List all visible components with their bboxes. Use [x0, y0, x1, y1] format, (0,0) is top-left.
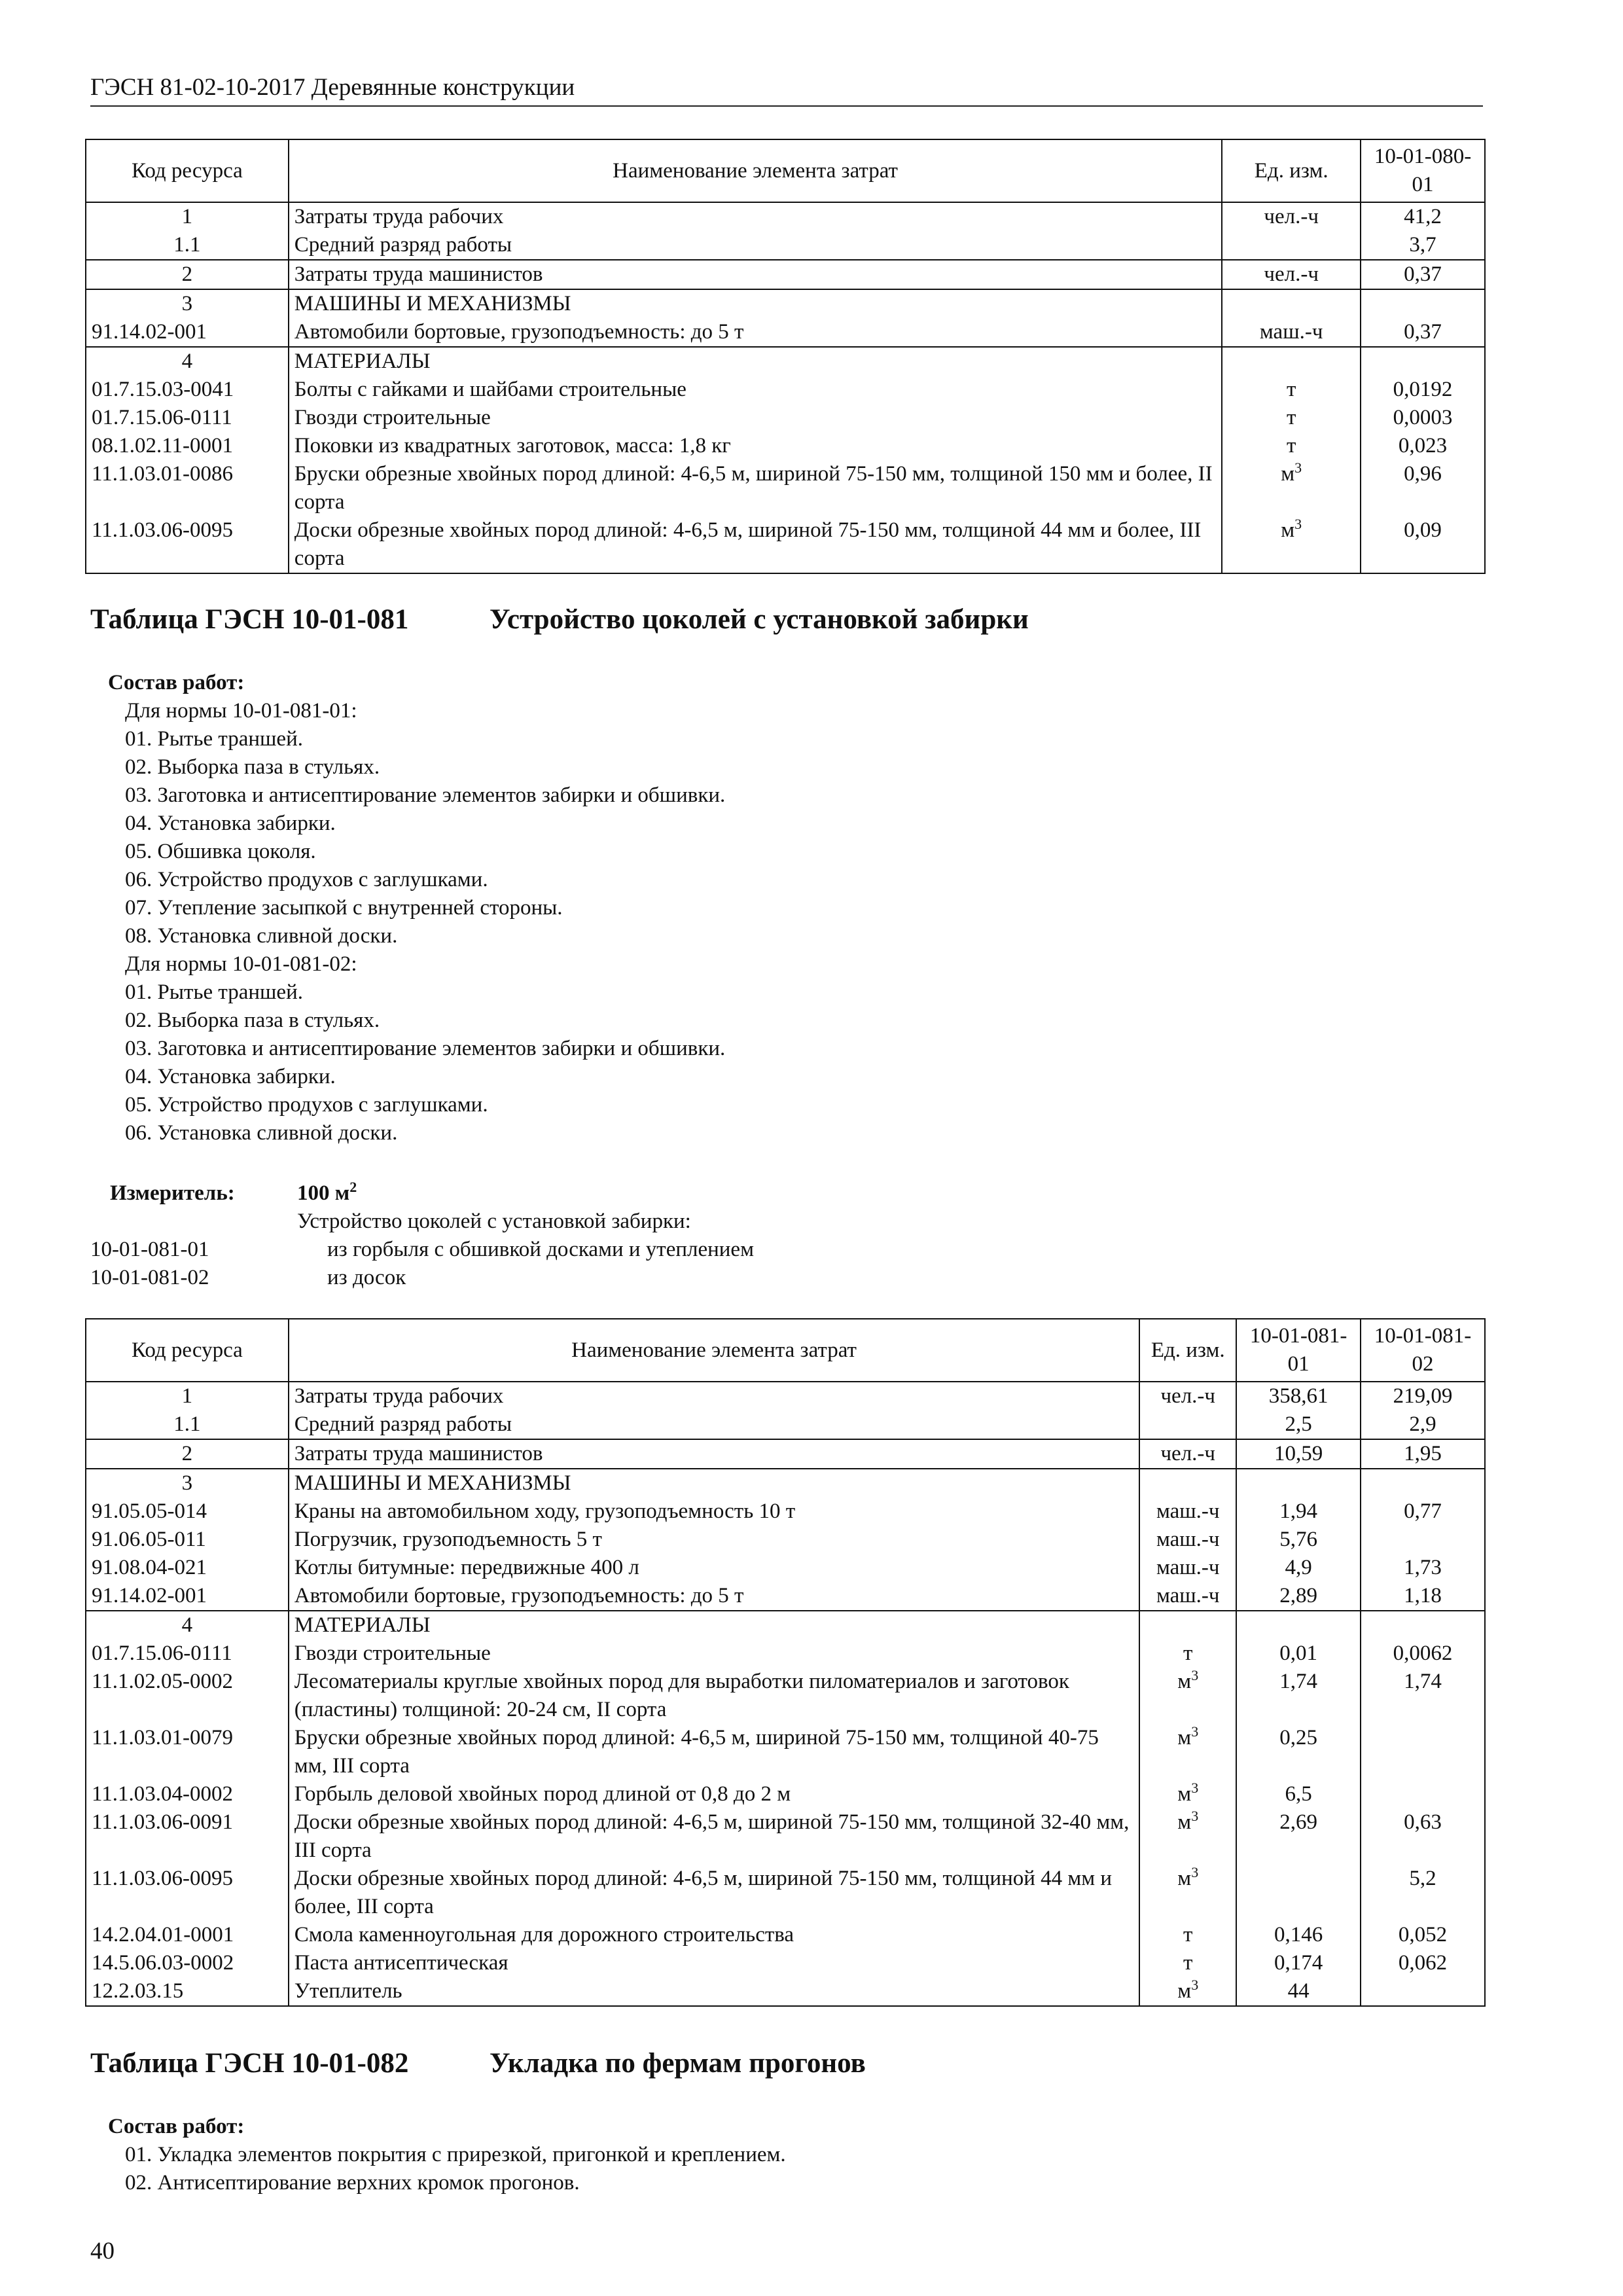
work-item: Для нормы 10-01-081-02: — [125, 952, 357, 976]
resource-unit: чел.-ч — [1222, 202, 1361, 231]
resource-unit — [1222, 289, 1361, 318]
resource-name: МАТЕРИАЛЫ — [289, 347, 1222, 376]
meter-label: Измеритель: — [110, 1181, 235, 1205]
resource-name: Смола каменноугольная для дорожного строительства — [289, 1921, 1140, 1949]
resource-name: Паста антисептическая — [289, 1949, 1140, 1977]
work-item: 02. Антисептирование верхних кромок прогонов. — [125, 2171, 580, 2195]
norm-value-2 — [1361, 1469, 1485, 1498]
resource-code: 1.1 — [86, 231, 289, 260]
table-header-row — [86, 1319, 1485, 1382]
norm-value-2: 2,9 — [1361, 1410, 1485, 1439]
page-number: 40 — [90, 2238, 115, 2265]
resource-unit: чел.-ч — [1222, 260, 1361, 289]
resource-code: 1 — [86, 202, 289, 231]
table-row — [86, 1611, 1485, 1640]
resource-code: 11.1.03.04-0002 — [86, 1780, 289, 1808]
col-header-norm-1: 10-01-081-01 — [1236, 1319, 1361, 1382]
norm-code: 10-01-081-01 — [90, 1238, 209, 1261]
resource-unit: $м^3$ — [1139, 1668, 1236, 1724]
resource-unit: $м^3$ — [1139, 1780, 1236, 1808]
table-title: Укладка по фермам прогонов — [490, 2048, 866, 2079]
resource-unit — [1139, 1410, 1236, 1439]
resource-name: Затраты труда рабочих — [289, 1382, 1140, 1410]
meter-description: Устройство цоколей с установкой забирки: — [297, 1210, 691, 1233]
work-item: 03. Заготовка и антисептирование элементов забирки и обшивки. — [125, 1037, 726, 1060]
resource-name: Автомобили бортовые, грузоподъемность: до 5 т — [289, 318, 1222, 347]
norm-value-2: 1,95 — [1361, 1439, 1485, 1469]
norm-value-2: 0,052 — [1361, 1921, 1485, 1949]
work-item: 08. Установка сливной доски. — [125, 924, 398, 948]
resource-code: 3 — [86, 289, 289, 318]
norm-value-1: 0,37 — [1361, 260, 1485, 289]
norm-value-2 — [1361, 1977, 1485, 2006]
table-row — [86, 1382, 1485, 1410]
col-header-unit: Ед. изм. — [1139, 1319, 1236, 1382]
resource-unit: $м^3$ — [1222, 460, 1361, 516]
norm-value-2: 219,09 — [1361, 1382, 1485, 1410]
work-item: 06. Установка сливной доски. — [125, 1121, 398, 1145]
resource-table-081 — [85, 1318, 1486, 2007]
resource-code: 14.2.04.01-0001 — [86, 1921, 289, 1949]
resource-code: 01.7.15.06-0111 — [86, 404, 289, 432]
resource-code: 14.5.06.03-0002 — [86, 1949, 289, 1977]
resource-code: 91.06.05-011 — [86, 1526, 289, 1554]
resource-name: МАТЕРИАЛЫ — [289, 1611, 1140, 1640]
resource-unit: $м^3$ — [1139, 1724, 1236, 1780]
resource-unit — [1222, 231, 1361, 260]
norm-value-2 — [1361, 1526, 1485, 1554]
resource-code: 91.05.05-014 — [86, 1498, 289, 1526]
norm-value-1: 0,25 — [1236, 1724, 1361, 1780]
table-row — [86, 318, 1485, 347]
norm-value-1: 0,023 — [1361, 432, 1485, 460]
table-row — [86, 260, 1485, 289]
resource-unit — [1139, 1469, 1236, 1498]
norm-value-1: 0,174 — [1236, 1949, 1361, 1977]
resource-name: Средний разряд работы — [289, 231, 1222, 260]
table-header-row — [86, 139, 1485, 202]
norm-value-1: 44 — [1236, 1977, 1361, 2006]
resource-name: Затраты труда машинистов — [289, 1439, 1140, 1469]
work-label: Состав работ: — [108, 671, 245, 694]
work-composition-081 — [108, 669, 725, 1147]
resource-name: Лесоматериалы круглые хвойных пород для выработки пиломатериалов и заготовок (пластины) толщиной: 20-24 см, II сорта — [289, 1668, 1140, 1724]
resource-code: 11.1.03.06-0091 — [86, 1808, 289, 1865]
norm-row — [90, 1264, 754, 1292]
work-item: 02. Выборка паза в стульях. — [125, 755, 380, 779]
table-row — [86, 202, 1485, 231]
resource-code: 11.1.03.01-0079 — [86, 1724, 289, 1780]
table-row — [86, 460, 1485, 516]
norm-value-1: 2,5 — [1236, 1410, 1361, 1439]
resource-name: МАШИНЫ И МЕХАНИЗМЫ — [289, 289, 1222, 318]
table-code: Таблица ГЭСН 10-01-081 — [90, 604, 409, 635]
resource-name: Автомобили бортовые, грузоподъемность: до 5 т — [289, 1582, 1140, 1611]
norm-value-1: 41,2 — [1361, 202, 1485, 231]
resource-name: Утеплитель — [289, 1977, 1140, 2006]
resource-unit: маш.-ч — [1139, 1554, 1236, 1582]
work-label: Состав работ: — [108, 2115, 245, 2138]
resource-code: 11.1.03.06-0095 — [86, 516, 289, 573]
resource-name: Средний разряд работы — [289, 1410, 1140, 1439]
work-item: 04. Установка забирки. — [125, 1065, 336, 1088]
work-item: 06. Устройство продухов с заглушками. — [125, 868, 488, 891]
norm-row — [90, 1236, 754, 1264]
norm-value-2: 1,74 — [1361, 1668, 1485, 1724]
resource-code: 11.1.03.06-0095 — [86, 1865, 289, 1921]
resource-name: Горбыль деловой хвойных пород длиной от 0,8 до 2 м — [289, 1780, 1140, 1808]
norm-desc: из досок — [327, 1266, 406, 1289]
table-row — [86, 1582, 1485, 1611]
norm-value-1: 0,37 — [1361, 318, 1485, 347]
resource-code: 01.7.15.03-0041 — [86, 376, 289, 404]
table-row — [86, 1949, 1485, 1977]
resource-name: Затраты труда машинистов — [289, 260, 1222, 289]
section-title-081 — [90, 603, 1029, 636]
norm-value-1: 10,59 — [1236, 1439, 1361, 1469]
resource-unit: т — [1139, 1640, 1236, 1668]
table-code: Таблица ГЭСН 10-01-082 — [90, 2048, 409, 2079]
table-row — [86, 1724, 1485, 1780]
norm-value-2 — [1361, 1780, 1485, 1808]
norm-value-1: 3,7 — [1361, 231, 1485, 260]
col-header-norm-2: 10-01-081-02 — [1361, 1319, 1485, 1382]
resource-code: 01.7.15.06-0111 — [86, 1640, 289, 1668]
norm-value-2: 1,73 — [1361, 1554, 1485, 1582]
table-row — [86, 1554, 1485, 1582]
norm-value-1: 4,9 — [1236, 1554, 1361, 1582]
norm-value-1: 6,5 — [1236, 1780, 1361, 1808]
resource-code: 91.14.02-001 — [86, 1582, 289, 1611]
work-item: 01. Рытье траншей. — [125, 727, 303, 751]
norm-value-1: 5,76 — [1236, 1526, 1361, 1554]
resource-code: 4 — [86, 1611, 289, 1640]
work-item: 04. Установка забирки. — [125, 812, 336, 835]
resource-code: 1.1 — [86, 1410, 289, 1439]
norm-value-1: 0,0003 — [1361, 404, 1485, 432]
col-header-code: Код ресурса — [86, 1319, 289, 1382]
norm-value-1: 0,01 — [1236, 1640, 1361, 1668]
table-row — [86, 1780, 1485, 1808]
resource-name: Погрузчик, грузоподъемность 5 т — [289, 1526, 1140, 1554]
resource-unit: т — [1222, 376, 1361, 404]
table-row — [86, 1808, 1485, 1865]
resource-table-080 — [85, 139, 1486, 574]
norm-value-2: 0,062 — [1361, 1949, 1485, 1977]
resource-code: 11.1.02.05-0002 — [86, 1668, 289, 1724]
running-header: ГЭСН 81-02-10-2017 Деревянные конструкции — [90, 73, 1483, 107]
norm-value-2: 5,2 — [1361, 1865, 1485, 1921]
resource-name: Поковки из квадратных заготовок, масса: 1,8 кг — [289, 432, 1222, 460]
norm-value-1: 2,69 — [1236, 1808, 1361, 1865]
resource-code: 11.1.03.01-0086 — [86, 460, 289, 516]
resource-unit: маш.-ч — [1139, 1498, 1236, 1526]
work-item: 01. Рытье траншей. — [125, 980, 303, 1004]
resource-name: МАШИНЫ И МЕХАНИЗМЫ — [289, 1469, 1140, 1498]
norm-value-1: 2,89 — [1236, 1582, 1361, 1611]
table-row — [86, 1977, 1485, 2006]
resource-name: Краны на автомобильном ходу, грузоподъемность 10 т — [289, 1498, 1140, 1526]
resource-unit: чел.-ч — [1139, 1382, 1236, 1410]
table-row — [86, 1498, 1485, 1526]
work-item: 01. Укладка элементов покрытия с прирезкой, пригонкой и креплением. — [125, 2143, 786, 2166]
work-item: 05. Устройство продухов с заглушками. — [125, 1093, 488, 1117]
col-header-code: Код ресурса — [86, 139, 289, 202]
resource-unit: маш.-ч — [1139, 1526, 1236, 1554]
table-row — [86, 1439, 1485, 1469]
table-row — [86, 1410, 1485, 1439]
table-row — [86, 376, 1485, 404]
resource-code: 91.08.04-021 — [86, 1554, 289, 1582]
resource-name: Котлы битумные: передвижные 400 л — [289, 1554, 1140, 1582]
resource-unit: маш.-ч — [1139, 1582, 1236, 1611]
resource-code: 1 — [86, 1382, 289, 1410]
norm-value-1 — [1361, 347, 1485, 376]
work-item: 02. Выборка паза в стульях. — [125, 1009, 380, 1032]
norm-value-1: 0,09 — [1361, 516, 1485, 573]
col-header-unit: Ед. изм. — [1222, 139, 1361, 202]
resource-name: Доски обрезные хвойных пород длиной: 4-6,5 м, шириной 75-150 мм, толщиной 44 мм и более, III сорта — [289, 1865, 1140, 1921]
resource-unit: чел.-ч — [1139, 1439, 1236, 1469]
norm-value-1: 1,74 — [1236, 1668, 1361, 1724]
resource-code: 2 — [86, 1439, 289, 1469]
resource-code: 4 — [86, 347, 289, 376]
norm-value-1: 0,96 — [1361, 460, 1485, 516]
resource-unit: маш.-ч — [1222, 318, 1361, 347]
resource-name: Гвозди строительные — [289, 404, 1222, 432]
norm-value-2: 0,0062 — [1361, 1640, 1485, 1668]
resource-name: Гвозди строительные — [289, 1640, 1140, 1668]
col-header-norm-1: 10-01-080-01 — [1361, 139, 1485, 202]
resource-code: 08.1.02.11-0001 — [86, 432, 289, 460]
norm-value-1 — [1236, 1611, 1361, 1640]
norm-value-1: 1,94 — [1236, 1498, 1361, 1526]
resource-name: Бруски обрезные хвойных пород длиной: 4-6,5 м, шириной 75-150 мм, толщиной 40-75 мм, III сорта — [289, 1724, 1140, 1780]
norm-code: 10-01-081-02 — [90, 1266, 209, 1289]
resource-name: Бруски обрезные хвойных пород длиной: 4-6,5 м, шириной 75-150 мм, толщиной 150 мм и более, II сорта — [289, 460, 1222, 516]
table-row — [86, 1921, 1485, 1949]
resource-name: Доски обрезные хвойных пород длиной: 4-6,5 м, шириной 75-150 мм, толщиной 44 мм и более, III сорта — [289, 516, 1222, 573]
norm-value-2: 0,77 — [1361, 1498, 1485, 1526]
resource-unit: т — [1222, 404, 1361, 432]
work-item: 05. Обшивка цоколя. — [125, 840, 316, 863]
resource-unit — [1139, 1611, 1236, 1640]
resource-name: Затраты труда рабочих — [289, 202, 1222, 231]
norm-value-2 — [1361, 1724, 1485, 1780]
resource-name: Болты с гайками и шайбами строительные — [289, 376, 1222, 404]
norm-value-2: 0,63 — [1361, 1808, 1485, 1865]
work-item: 03. Заготовка и антисептирование элементов забирки и обшивки. — [125, 783, 726, 807]
table-row — [86, 516, 1485, 573]
table-row — [86, 1469, 1485, 1498]
meter-value: 100 $м^2$ — [297, 1179, 357, 1205]
resource-code: 3 — [86, 1469, 289, 1498]
norm-value-1: 0,146 — [1236, 1921, 1361, 1949]
norm-value-2: 1,18 — [1361, 1582, 1485, 1611]
table-row — [86, 231, 1485, 260]
table-row — [86, 1865, 1485, 1921]
resource-unit: $м^3$ — [1139, 1977, 1236, 2006]
col-header-name: Наименование элемента затрат — [289, 139, 1222, 202]
norm-value-1 — [1236, 1469, 1361, 1498]
table-row — [86, 1640, 1485, 1668]
table-row — [86, 1668, 1485, 1724]
norm-value-2 — [1361, 1611, 1485, 1640]
resource-unit: $м^3$ — [1222, 516, 1361, 573]
resource-unit — [1222, 347, 1361, 376]
table-row — [86, 432, 1485, 460]
work-item: 07. Утепление засыпкой с внутренней стороны. — [125, 896, 563, 920]
resource-code: 12.2.03.15 — [86, 1977, 289, 2006]
norm-value-1 — [1361, 289, 1485, 318]
resource-unit: $м^3$ — [1139, 1865, 1236, 1921]
resource-unit: т — [1222, 432, 1361, 460]
table-title: Устройство цоколей с установкой забирки — [490, 604, 1029, 635]
work-item: Для нормы 10-01-081-01: — [125, 699, 357, 723]
table-row — [86, 347, 1485, 376]
meter-block-081 — [90, 1179, 754, 1292]
resource-unit: $м^3$ — [1139, 1808, 1236, 1865]
resource-code: 91.14.02-001 — [86, 318, 289, 347]
section-title-082 — [90, 2047, 866, 2079]
resource-name: Доски обрезные хвойных пород длиной: 4-6,5 м, шириной 75-150 мм, толщиной 32-40 мм, III сорта — [289, 1808, 1140, 1865]
norm-value-1: 358,61 — [1236, 1382, 1361, 1410]
table-row — [86, 404, 1485, 432]
resource-code: 2 — [86, 260, 289, 289]
work-composition-082 — [108, 2113, 786, 2197]
col-header-name: Наименование элемента затрат — [289, 1319, 1140, 1382]
resource-unit: т — [1139, 1949, 1236, 1977]
table-row — [86, 1526, 1485, 1554]
norm-desc: из горбыля с обшивкой досками и утеплением — [327, 1238, 754, 1261]
norm-value-1 — [1236, 1865, 1361, 1921]
norm-value-1: 0,0192 — [1361, 376, 1485, 404]
resource-unit: т — [1139, 1921, 1236, 1949]
table-row — [86, 289, 1485, 318]
